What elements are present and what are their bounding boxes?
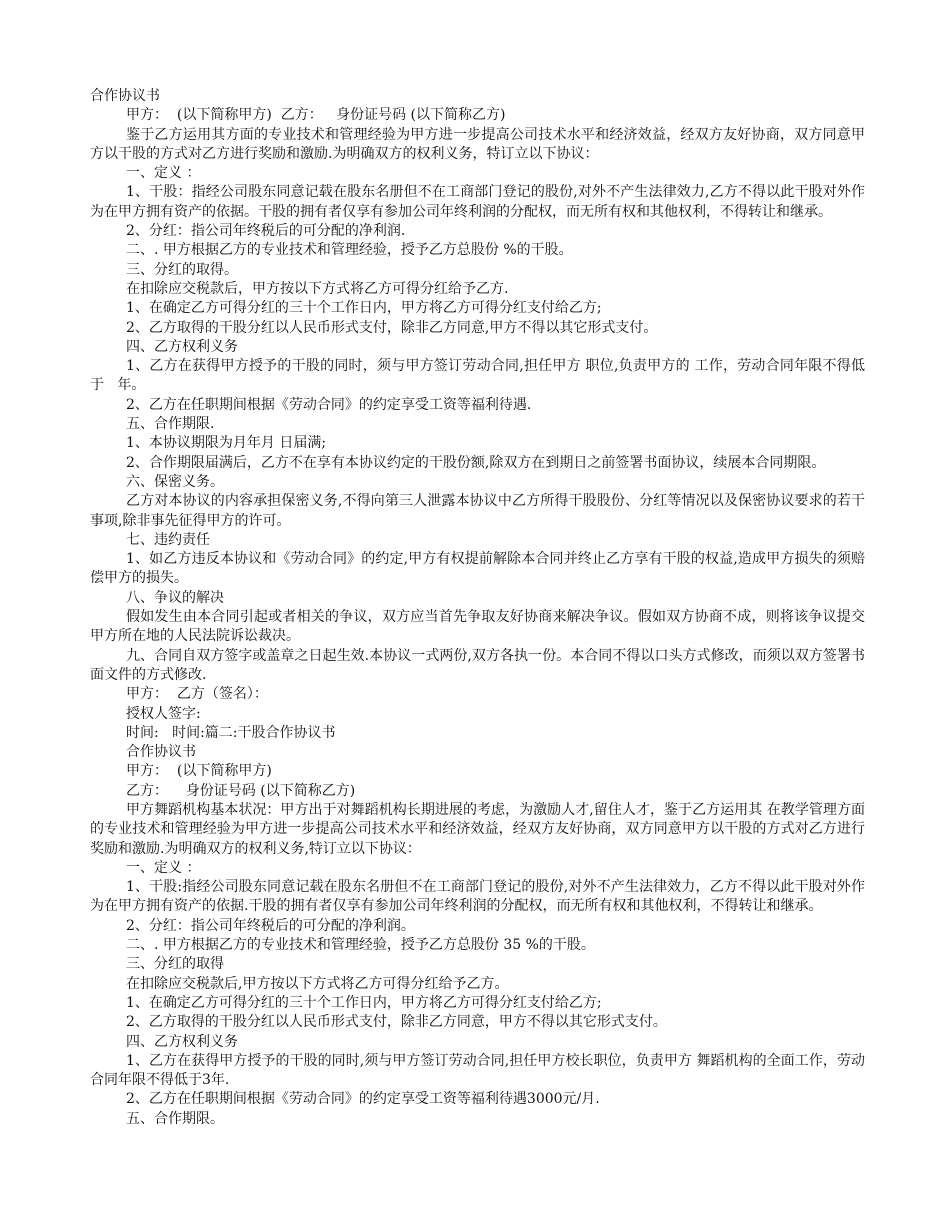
paragraph: 2、乙方在任职期间根据《劳动合同》的约定享受工资等福利待遇. [126,396,532,413]
paragraph: 乙方： 身份证号码 (以下简称乙方) [126,782,356,799]
paragraph: 1、干股：指经公司股东同意记载在股东名册但不在工商部门登记的股份,对外不产生法律效力,乙方不得以此干股对外作为在甲方拥有资产的依据。干股的拥有者仅享有参加公司年终利润的分配权，而无所有权和其他权利，不得转让和继承。 [90,184,865,220]
paragraph: 五、合作期限. [126,416,215,433]
paragraph: 三、分红的取得。 [126,261,238,278]
paragraph: 1、在确定乙方可得分红的三十个工作日内，甲方将乙方可得分红支付给乙方; [126,994,602,1011]
paragraph: 1、本协议期限为月年月 日届满; [126,435,327,452]
paragraph: 乙方对本协议的内容承担保密义务,不得向第三人泄露本协议中乙方所得干股股份、分红等情况以及保密协议要求的若干事项,除非事先征得甲方的许可。 [90,493,865,529]
paragraph: 1、乙方在获得甲方授予的干股的同时，须与甲方签订劳动合同,担任甲方 职位,负责甲方的 工作，劳动合同年限不得低于 年。 [90,358,865,394]
paragraph: 2、分红：指公司年终税后的可分配的净利润。 [126,917,415,934]
paragraph: 一、定义 ： [126,165,201,182]
paragraph: 在扣除应交税款后，甲方按以下方式将乙方可得分红给予乙方. [126,280,509,297]
paragraph: 2、乙方在任职期间根据《劳动合同》的约定享受工资等福利待遇3000元/月. [126,1091,600,1108]
paragraph: 授权人签字: [126,705,201,722]
paragraph: 一、定义 ： [126,859,201,876]
paragraph: 五、合作期限。 [126,1110,224,1127]
paragraph: 合作协议书 [90,88,160,104]
paragraph: 四、乙方权利义务 [126,338,238,355]
paragraph: 二、. 甲方根据乙方的专业技术和管理经验，授予乙方总股份 %的干股。 [126,242,573,259]
paragraph: 鉴于乙方运用其方面的专业技术和管理经验为甲方进一步提高公司技术水平和经济效益，经双方友好协商，双方同意甲方以干股的方式对乙方进行奖励和激励.为明确双方的权利义务，特订立以下协议： [90,126,865,162]
paragraph: 合作协议书 [126,744,196,761]
paragraph: 六、保密义务。 [126,473,224,490]
paragraph: 2、乙方取得的干股分红以人民币形式支付，除非乙方同意，甲方不得以其它形式支付。 [126,1014,667,1031]
paragraph: 二、. 甲方根据乙方的专业技术和管理经验，授予乙方总股份 35 %的干股。 [126,937,595,954]
paragraph: 四、乙方权利义务 [126,1033,238,1050]
paragraph: 1、干股:指经公司股东同意记载在股东名册但不在工商部门登记的股份,对外不产生法律效力，乙方不得以此干股对外作为在甲方拥有资产的依据.干股的拥有者仅享有参加公司年终利润的分配权，而无所有权和其他权利，不得转让和继承。 [90,879,865,915]
paragraph: 三、分红的取得 [126,956,224,973]
document-body [90,87,865,1129]
paragraph: 七、违约责任 [126,531,210,548]
paragraph: 2、分红：指公司年终税后的可分配的净利润. [126,223,406,240]
paragraph: 2、乙方取得的干股分红以人民币形式支付，除非乙方同意,甲方不得以其它形式支付。 [126,319,658,336]
paragraph: 甲方： 乙方（签名）： [126,686,268,703]
paragraph: 甲方： (以下简称甲方) [126,763,272,780]
paragraph: 时间: 时间:篇二:干股合作协议书 [126,724,336,741]
paragraph: 假如发生由本合同引起或者相关的争议，双方应当首先争取友好协商来解决争议。假如双方协商不成，则将该争议提交甲方所在地的人民法院诉讼裁决。 [90,609,865,645]
paragraph: 在扣除应交税款后,甲方按以下方式将乙方可得分红给予乙方。 [126,975,509,992]
paragraph: 甲方： (以下简称甲方) 乙方： 身份证号码 (以下简称乙方) [126,107,506,124]
paragraph: 1、乙方在获得甲方授予的干股的同时,须与甲方签订劳动合同,担任甲方校长职位，负责甲方 舞蹈机构的全面工作，劳动合同年限不得低于3年. [90,1052,865,1089]
paragraph: 甲方舞蹈机构基本状况：甲方出于对舞蹈机构长期进展的考虑，为激励人才,留住人才，鉴于乙方运用其 在教学管理方面的专业技术和管理经验为甲方进一步提高公司技术水平和经济效益，经双方友好协商，双方同意甲方以干股的方式对乙方进行奖励和激励.为明确双方的权利义务,特订立以下协议： [90,801,865,857]
paragraph: 九、合同自双方签字或盖章之日起生效.本协议一式两份,双方各执一份。本合同不得以口头方式修改，而须以双方签署书面文件的方式修改. [90,647,865,683]
paragraph: 八、争议的解决 [126,589,224,606]
paragraph: 2、合作期限届满后，乙方不在享有本协议约定的干股份额,除双方在到期日之前签署书面协议，续展本合同期限。 [126,454,826,471]
paragraph: 1、如乙方违反本协议和《劳动合同》的约定,甲方有权提前解除本合同并终止乙方享有干股的权益,造成甲方损失的须赔偿甲方的损失。 [90,551,865,587]
paragraph: 1、在确定乙方可得分红的三十个工作日内，甲方将乙方可得分红支付给乙方; [126,300,602,317]
